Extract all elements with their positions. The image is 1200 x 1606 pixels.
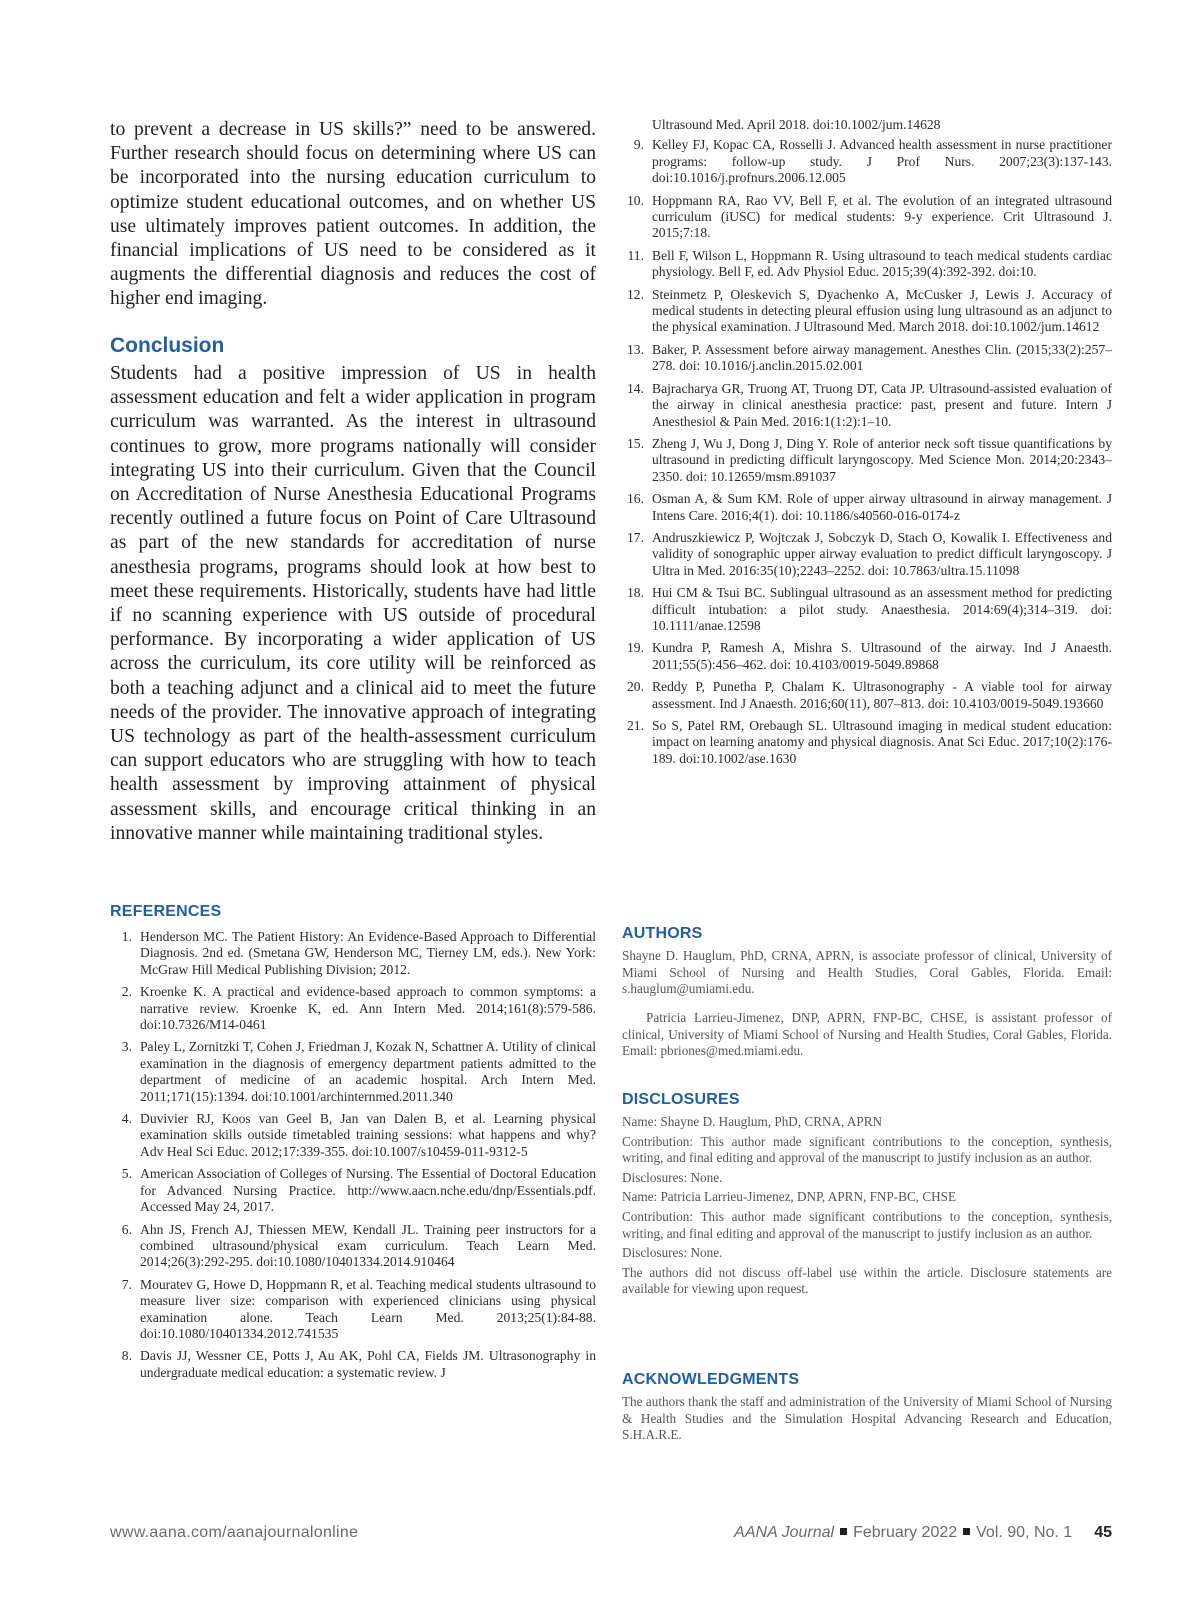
reference-item [622, 342, 1112, 375]
reference-text: Hoppmann RA, Rao VV, Bell F, et al. The evolution of an integrated ultrasound curriculum (iUSC) for medical students: 9-y experience. Crit Ultrasound J. 2015;7:18. [652, 192, 1112, 241]
reference-item [110, 1277, 596, 1343]
reference-item [622, 491, 1112, 524]
disclosure-line: Name: Patricia Larrieu-Jimenez, DNP, APRN, FNP-BC, CHSE [622, 1189, 957, 1205]
reference-text: Bell F, Wilson L, Hoppmann R. Using ultrasound to teach medical students cardiac physiology. Bell F, ed. Adv Physiol Educ. 2015;39(4):392-392. doi:10. [652, 247, 1112, 280]
reference-item [622, 381, 1112, 430]
reference-text: Baker, P. Assessment before airway management. Anesthes Clin. (2015;33(2):257–278. doi: 10.1016/j.anclin.2015.02.001 [652, 341, 1112, 374]
reference-item [110, 1348, 596, 1381]
disclosure-line: Contribution: This author made significant contributions to the conception, synthesis, writing, and final editing and approval of the manuscript to justify inclusion as an author. [622, 1208, 1112, 1241]
reference-item [110, 1166, 596, 1215]
reference-item [622, 193, 1112, 242]
reference-item [622, 679, 1112, 712]
issue-date: February 2022 [853, 1524, 958, 1541]
reference-number: 9. [633, 137, 644, 153]
reference-number: 14. [627, 380, 644, 396]
reference-number: 12. [627, 286, 644, 302]
reference-text: Kroenke K. A practical and evidence-based approach to common symptoms: a narrative review. Kroenke K, ed. Ann Intern Med. 2014;161(8):579-586. doi:10.7326/M14-0461 [140, 984, 596, 1033]
conclusion-heading: Conclusion [110, 334, 225, 357]
reference-text: Mouratev G, Howe D, Hoppmann R, et al. Teaching medical students ultrasound to measure liver size: comparison with experienced clinicians using physical examination alone. Teach Learn Med. 2013;25(1):84-88. doi:10.1080/10401334.2012.741535 [140, 1276, 596, 1341]
reference-number: 4. [121, 1111, 132, 1127]
reference-text: Ahn JS, French AJ, Thiessen MEW, Kendall JL. Training peer instructors for a combined ultrasound/physical exam curriculum. Teach Learn Med. 2014;26(3):292-295. doi:10.1080/10401334.2014.910464 [140, 1221, 596, 1270]
reference-number: 18. [627, 585, 644, 601]
reference-list-left [110, 929, 596, 1387]
reference-item [110, 1222, 596, 1271]
page-number: 45 [1094, 1524, 1112, 1541]
reference-number: 2. [121, 984, 132, 1000]
reference-item [622, 585, 1112, 634]
reference-text: Steinmetz P, Oleskevich S, Dyachenko A, McCusker J, Lewis J. Accuracy of medical students in detecting pleural effusion using lung ultrasound as an adjunct to the physical examination. J Ultrasound Med. March 2018. doi:10.1002/jum.14612 [652, 286, 1112, 335]
reference-continuation: Ultrasound Med. April 2018. doi:10.1002/jum.14628 [652, 117, 941, 132]
reference-text: Reddy P, Punetha P, Chalam K. Ultrasonography - A viable tool for airway assessment. Ind J Anaesth. 2016;60(11), 807–813. doi: 10.4103/0019-5049.193660 [652, 679, 1112, 711]
reference-number: 15. [627, 435, 644, 451]
references-heading: REFERENCES [110, 903, 222, 920]
reference-text: So S, Patel RM, Orebaugh SL. Ultrasound imaging in medical student education: impact on learning anatomy and physical diagnosis. Anat Sci Educ. 2017;10(2):176-189. doi:10.1002/ase.1630 [652, 718, 1112, 766]
disclosure-line: Disclosures: None. [622, 1245, 723, 1261]
acknowledgments-heading: ACKNOWLEDGMENTS [622, 1371, 800, 1388]
acknowledgments-paragraph: The authors thank the staff and administration of the University of Miami School of Nursing & Health Studies and the Simulation Hospital Advancing Research and Education, S.H.A.R.E. [622, 1394, 1112, 1443]
reference-item [110, 929, 596, 978]
reference-number: 1. [121, 929, 132, 944]
reference-text: American Association of Colleges of Nursing. The Essential of Doctoral Education for Advanced Nursing Practice. http://www.aacn.nche.edu/dnp/Essentials.pdf. Accessed May 24, 2017. [140, 1166, 596, 1215]
disclosures-block [622, 1114, 1112, 1301]
disclosure-line: The authors did not discuss off-label use within the article. Disclosure statements are available for viewing upon request. [622, 1264, 1112, 1297]
disclosures-heading: DISCLOSURES [622, 1091, 740, 1108]
reference-number: 6. [121, 1221, 132, 1237]
reference-text: Andruszkiewicz P, Wojtczak J, Sobczyk D, Stach O, Kowalik I. Effectiveness and validity of sonographic upper airway evaluation to predict difficult laryngoscopy. J Ultra in Med. 2016:35(10);2243–2252. doi: 10.7863/ultra.15.11098 [652, 529, 1112, 578]
reference-number: 20. [627, 679, 644, 695]
reference-text: Hui CM & Tsui BC. Sublingual ultrasound as an assessment method for predicting difficult intubation: a pilot study. Anaesthesia. 2014:69(4);314–319. doi: 10.1111/anae.12598 [652, 585, 1112, 633]
reference-text: Osman A, & Sum KM. Role of upper airway ultrasound in airway management. J Intens Care. 2016;4(1). doi: 10.1186/s40560-016-0174-z [652, 491, 1112, 523]
reference-item [110, 1039, 596, 1105]
reference-text: Bajracharya GR, Truong AT, Truong DT, Cata JP. Ultrasound-assisted evaluation of the airway in clinical anesthesia practice: past, present and future. Intern J Anesthesiol & Pain Med. 2016:1(1:2):1–10. [652, 380, 1112, 429]
reference-text: Paley L, Zornitzki T, Cohen J, Friedman J, Kozak N, Schattner A. Utility of clinical examination in the diagnosis of emergency department patients admitted to the department of medicine of an academic hospital. Arch Intern Med. 2011;171(15):1394. doi:10.1001/archinternmed.2011.340 [140, 1039, 596, 1104]
reference-item [110, 984, 596, 1033]
reference-number: 21. [627, 718, 644, 733]
reference-number: 3. [121, 1039, 132, 1055]
reference-text: Duvivier RJ, Koos van Geel B, Jan van Dalen B, et al. Learning physical examination skills outside timetabled training sessions: what happens and why? Adv Heal Sci Educ. 2012;17:339-355. doi:10.1007/s10459-011-9312-5 [140, 1111, 596, 1159]
disclosure-line: Contribution: This author made significant contributions to the conception, synthesis, writing, and final editing and approval of the manuscript to justify inclusion as an author. [622, 1133, 1112, 1166]
reference-item [622, 248, 1112, 281]
authors-heading: AUTHORS [622, 925, 703, 942]
disclosure-line: Name: Shayne D. Hauglum, PhD, CRNA, APRN [622, 1114, 883, 1129]
reference-text: Kundra P, Ramesh A, Mishra S. Ultrasound of the airway. Ind J Anaesth. 2011;55(5):456–462. doi: 10.4103/0019-5049.89868 [652, 640, 1112, 672]
reference-item [622, 287, 1112, 336]
intro-paragraph: to prevent a decrease in US skills?” need to be answered. Further research should focus on determining where US can be incorporated into the nursing education curriculum to optimize student educational outcomes, and on whether US use ultimately improves patient outcomes. In addition, the financial implications of US need to be considered as it augments the differential diagnosis and reduces the cost of higher end imaging. [110, 119, 596, 310]
reference-number: 8. [121, 1348, 132, 1364]
reference-number: 7. [121, 1276, 132, 1292]
reference-item [622, 137, 1112, 186]
author-bio-2: Patricia Larrieu-Jimenez, DNP, APRN, FNP-BC, CHSE, is assistant professor of clinical, University of Miami School of Nursing and Health Studies, Coral Gables, Florida. Email: pbriones@med.miami.edu. [622, 1010, 1112, 1059]
reference-item [622, 530, 1112, 579]
reference-text: Davis JJ, Wessner CE, Potts J, Au AK, Pohl CA, Fields JM. Ultrasonography in undergraduate medical education: a systematic review. J [140, 1348, 596, 1380]
separator-square-icon [840, 1528, 847, 1535]
reference-number: 16. [627, 491, 644, 507]
reference-item [622, 718, 1112, 767]
footer-journal-info [734, 1524, 1112, 1542]
footer-url-link[interactable]: www.aana.com/aanajournalonline [110, 1524, 359, 1541]
reference-number: 19. [627, 640, 644, 656]
reference-number: 10. [627, 192, 644, 208]
reference-number: 5. [121, 1166, 132, 1182]
conclusion-paragraph: Students had a positive impression of US in health assessment education and felt a wider application in program curriculum was warranted. As the interest in ultrasound continues to grow, more programs nationally will consider integrating US into their curriculum. Given that the Council on Accreditation of Nurse Anesthesia Educational Programs recently outlined a future focus on Point of Care Ultrasound as part of the new standards for accreditation of nurse anesthesia programs, programs should look at how best to meet these requirements. Historically, students have had little if no scanning experience with US outside of procedural performance. By incorporating a wider application of US across the curriculum, its core utility will be reinforced as both a teaching adjunct and a clinical aid to meet the future needs of the provider. The innovative approach of integrating US technology as part of the health-assessment curriculum can support educators who are struggling with how to teach health assessment by improving attainment of physical assessment skills, and encourage critical thinking in an innovative manner while maintaining traditional styles. [110, 363, 596, 844]
reference-text: Kelley FJ, Kopac CA, Rosselli J. Advanced health assessment in nurse practitioner programs: follow-up study. J Prof Nurs. 2007;23(3):137-143. doi:10.1016/j.profnurs.2006.12.005 [652, 137, 1112, 186]
disclosure-line: Disclosures: None. [622, 1169, 723, 1185]
author-bio-1: Shayne D. Hauglum, PhD, CRNA, APRN, is associate professor of clinical, University of Miami School of Nursing and Health Studies, Coral Gables, Florida. Email: s.hauglum@umiami.edu. [622, 948, 1112, 997]
reference-item [622, 436, 1112, 485]
volume-issue: Vol. 90, No. 1 [976, 1524, 1073, 1541]
reference-item [110, 1111, 596, 1160]
reference-number: 11. [627, 247, 644, 263]
reference-text: Henderson MC. The Patient History: An Evidence-Based Approach to Differential Diagnosis. 2nd ed. (Smetana GW, Henderson MC, Tierney LM, eds.). New York: McGraw Hill Medical Publishing Division; 2012. [140, 929, 596, 977]
separator-square-icon [963, 1528, 970, 1535]
journal-title: AANA Journal [734, 1524, 835, 1541]
reference-text: Zheng J, Wu J, Dong J, Ding Y. Role of anterior neck soft tissue quantifications by ultrasound in predicting difficult laryngoscopy. Med Science Mon. 2014;20:2343–2350. doi: 10.12659/msm.891037 [652, 435, 1112, 484]
reference-number: 13. [627, 341, 644, 357]
reference-list-right [622, 117, 1112, 773]
reference-number: 17. [627, 529, 644, 545]
reference-item [622, 640, 1112, 673]
